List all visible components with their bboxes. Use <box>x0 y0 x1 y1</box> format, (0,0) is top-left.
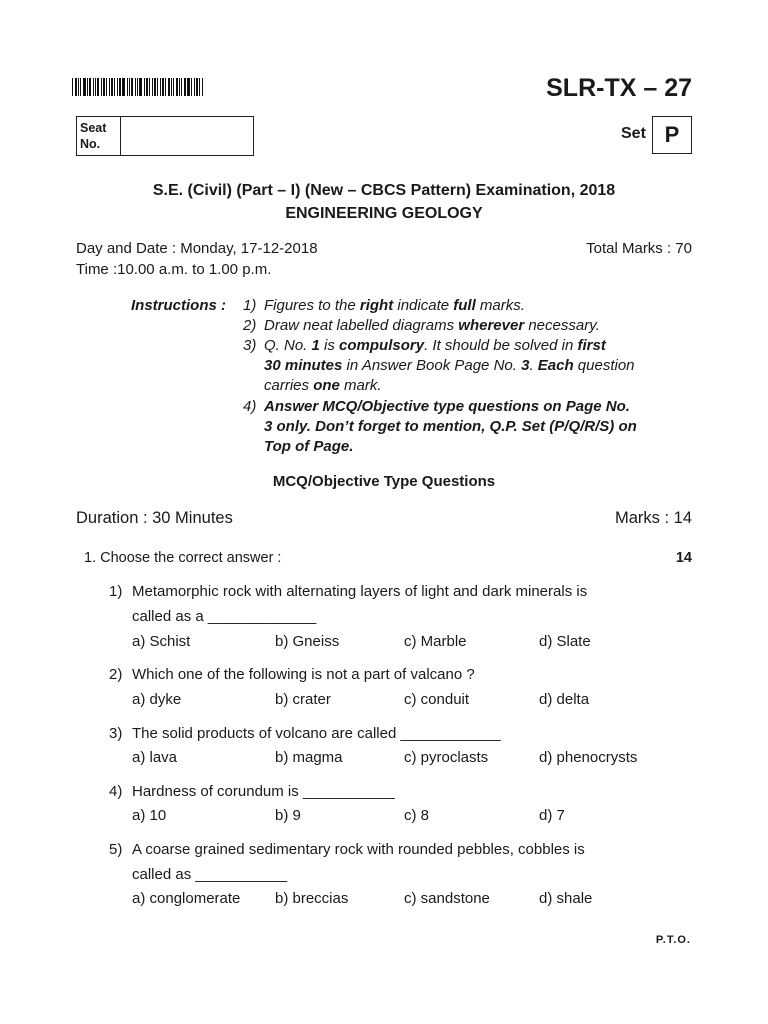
q5-text-line2: called as ___________ <box>132 866 288 883</box>
instruction-1-number: 1) <box>243 297 257 314</box>
instruction-4-number: 4) <box>243 398 257 415</box>
q3-option-d: d) phenocrysts <box>539 749 638 766</box>
paper-code: SLR-TX – 27 <box>546 74 692 102</box>
instruction-3-line2: 30 minutes in Answer Book Page No. 3. Each question <box>264 357 635 374</box>
q4-option-c: c) 8 <box>404 807 430 824</box>
set-value: P <box>652 116 692 154</box>
q4-option-a: a) 10 <box>132 807 167 824</box>
instruction-3-number: 3) <box>243 337 257 354</box>
q1-option-b: b) Gneiss <box>275 633 340 650</box>
instruction-4-line2: 3 only. Don’t forget to mention, Q.P. Set (P/Q/R/S) on <box>264 418 637 435</box>
q2-option-b: b) crater <box>275 691 331 708</box>
q3-option-a: a) lava <box>132 749 178 766</box>
q1-option-d: d) Slate <box>539 633 591 650</box>
q2-text-line1: Which one of the following is not a part of valcano ? <box>132 666 475 683</box>
q1-option-c: c) Marble <box>404 633 467 650</box>
q5-option-b: b) breccias <box>275 890 349 907</box>
q5-number: 5) <box>109 841 123 858</box>
section-marks: Marks : 14 <box>614 509 692 527</box>
question-1-label: 1. Choose the correct answer : <box>84 550 282 566</box>
question-1-marks: 14 <box>675 550 692 566</box>
instruction-2-number: 2) <box>243 317 257 334</box>
page-turn-over: P.T.O. <box>655 934 691 946</box>
exam-title: S.E. (Civil) (Part – I) (New – CBCS Pattern) Examination, 2018 <box>152 182 616 199</box>
q4-option-b: b) 9 <box>275 807 301 824</box>
instruction-2: Draw neat labelled diagrams wherever necessary. <box>264 317 600 334</box>
q3-text-line1: The solid products of volcano are called ____________ <box>132 725 501 742</box>
q5-text-line1: A coarse grained sedimentary rock with rounded pebbles, cobbles is <box>132 841 585 858</box>
subject-title: ENGINEERING GEOLOGY <box>285 205 483 222</box>
q2-option-d: d) delta <box>539 691 590 708</box>
seat-label-line2: No. <box>80 137 101 151</box>
exam-time: Time :10.00 a.m. to 1.00 p.m. <box>76 261 272 278</box>
q3-option-c: c) pyroclasts <box>404 749 489 766</box>
q2-number: 2) <box>109 666 123 683</box>
q5-option-c: c) sandstone <box>404 890 490 907</box>
instruction-4-line1: Answer MCQ/Objective type questions on Page No. <box>264 398 630 415</box>
instruction-4-line3: Top of Page. <box>264 438 354 455</box>
total-marks: Total Marks : 70 <box>586 240 692 257</box>
seat-label-line1: Seat <box>80 121 107 135</box>
barcode <box>72 78 204 96</box>
q5-option-a: a) conglomerate <box>132 890 241 907</box>
q2-option-a: a) dyke <box>132 691 182 708</box>
mcq-heading: MCQ/Objective Type Questions <box>272 473 496 490</box>
day-date: Day and Date : Monday, 17-12-2018 <box>76 240 318 257</box>
instructions-label: Instructions : <box>131 297 227 314</box>
seat-number-field[interactable] <box>121 117 253 155</box>
duration: Duration : 30 Minutes <box>76 509 233 527</box>
q1-number: 1) <box>109 583 123 600</box>
seat-label <box>77 117 121 155</box>
q1-option-a: a) Schist <box>132 633 191 650</box>
q2-option-c: c) conduit <box>404 691 470 708</box>
q1-text-line1: Metamorphic rock with alternating layers of light and dark minerals is <box>132 583 588 600</box>
q4-text-line1: Hardness of corundum is ___________ <box>132 783 395 800</box>
q5-option-d: d) shale <box>539 890 593 907</box>
set-label: Set <box>621 125 646 142</box>
q1-text-line2: called as a _____________ <box>132 608 317 625</box>
q4-option-d: d) 7 <box>539 807 565 824</box>
seat-number-box <box>76 116 254 156</box>
instructions <box>131 296 691 466</box>
q3-number: 3) <box>109 725 123 742</box>
instruction-1: Figures to the right indicate full marks. <box>264 297 525 314</box>
instruction-3-line1: Q. No. 1 is compulsory. It should be solved in first <box>264 337 606 354</box>
q3-option-b: b) magma <box>275 749 343 766</box>
q4-number: 4) <box>109 783 123 800</box>
instruction-3-line3: carries one mark. <box>264 377 382 394</box>
